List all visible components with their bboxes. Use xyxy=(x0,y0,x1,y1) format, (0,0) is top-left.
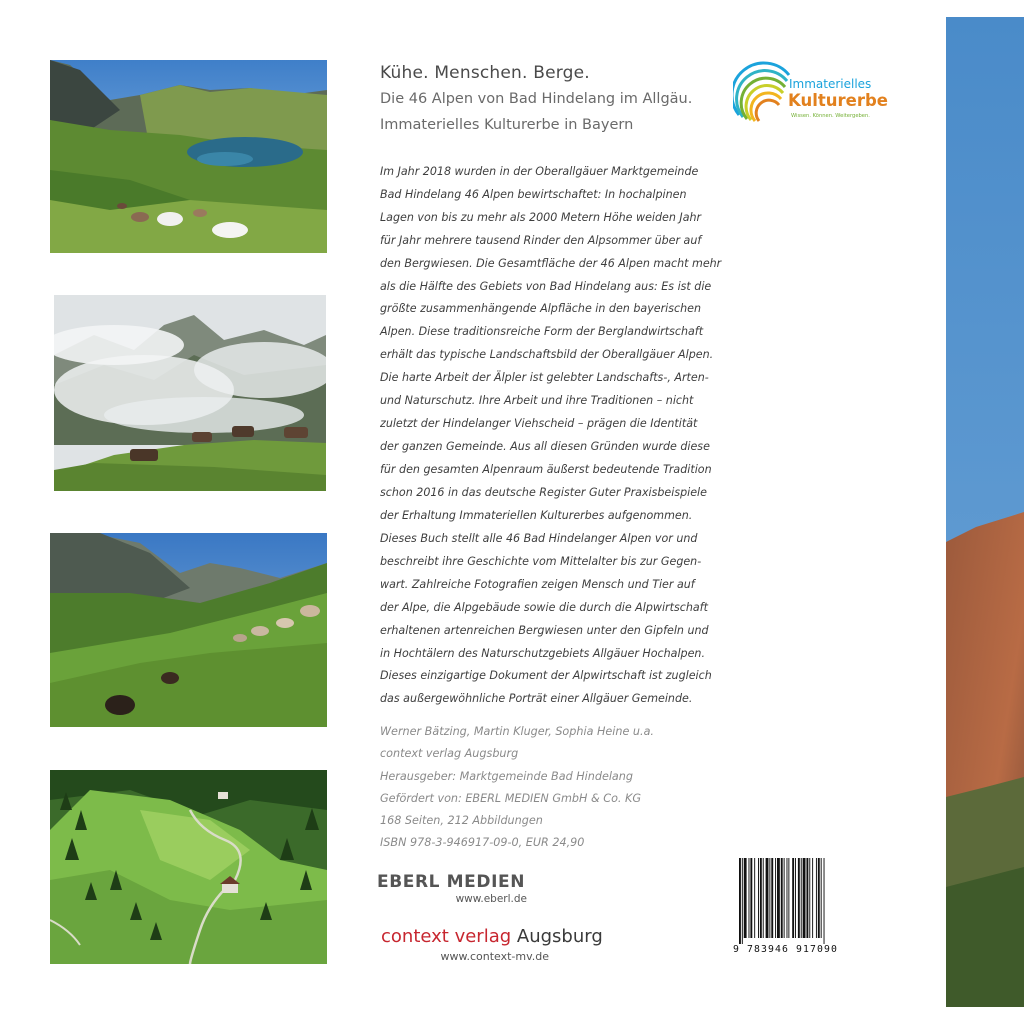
barcode-bar xyxy=(798,858,800,938)
eberl-name: EBERL MEDIEN xyxy=(377,872,526,892)
barcode-bar xyxy=(739,858,741,944)
barcode-bar xyxy=(821,858,822,938)
photo-alpine-lake-cows xyxy=(50,60,327,253)
text-line: für den gesamten Alpenraum äußerst bedeutende Tradition xyxy=(380,462,712,476)
eberl-medien-logo xyxy=(377,872,527,905)
text-line: und Naturschutz. Ihre Arbeit und ihre Traditionen – nicht xyxy=(380,394,694,408)
photo-cows-in-fog xyxy=(54,295,326,491)
photo-cattle-on-slope xyxy=(50,533,327,727)
text-line: den Bergwiesen. Die Gesamtfläche der 46 Alpen macht mehr xyxy=(380,256,722,270)
barcode-bar xyxy=(777,858,780,938)
barcode-bar xyxy=(744,858,747,938)
barcode-bar xyxy=(781,858,783,938)
logo-tagline: Wissen. Können. Weitergeben. xyxy=(791,113,870,119)
barcode-bar xyxy=(754,858,755,938)
book-subtitle-2: Immaterielles Kulturerbe in Bayern xyxy=(380,117,634,133)
credit-editor: Herausgeber: Marktgemeinde Bad Hindelang xyxy=(380,769,633,783)
credit-publisher: context verlag Augsburg xyxy=(380,747,519,761)
book-subtitle: Die 46 Alpen von Bad Hindelang im Allgäu. xyxy=(380,91,693,107)
barcode-bar xyxy=(818,858,820,938)
text-line: Alpen. Diese traditionsreiche Form der Berglandwirtschaft xyxy=(380,325,704,339)
text-line: Im Jahr 2018 wurden in der Oberallgäuer Marktgemeinde xyxy=(380,165,699,178)
logo-line-2: Kulturerbe xyxy=(788,91,888,110)
text-line: Dieses Buch stellt alle 46 Bad Hindelanger Alpen vor und xyxy=(380,532,698,545)
text-line: wart. Zahlreiche Fotografien zeigen Mensch und Tier auf xyxy=(380,577,695,591)
barcode-bar xyxy=(775,858,776,938)
front-cover-edge xyxy=(946,17,1024,1007)
barcode-bar xyxy=(760,858,762,938)
context-url: www.context-mv.de xyxy=(440,950,549,963)
barcode-bar xyxy=(749,858,750,938)
credit-authors: Werner Bätzing, Martin Kluger, Sophia Heine u.a. xyxy=(380,725,654,738)
text-line: Bad Hindelang 46 Alpen bewirtschaftet: In hochalpinen xyxy=(380,187,687,201)
barcode-bar xyxy=(766,858,769,938)
immaterielles-kulturerbe-logo xyxy=(733,57,893,133)
description-paragraph-1 xyxy=(380,161,725,528)
credit-isbn: ISBN 978-3-946917-09-0, EUR 24,90 xyxy=(380,836,585,850)
text-line: der Erhaltung Immateriellen Kulturerbes aufgenommen. xyxy=(380,508,693,522)
credit-pages: 168 Seiten, 212 Abbildungen xyxy=(380,814,543,828)
barcode-bar xyxy=(801,858,802,938)
context-name xyxy=(381,926,601,947)
barcode-bar xyxy=(742,858,743,944)
text-line: Dieses einzigartige Dokument der Alpwirtschaft ist zugleich xyxy=(380,669,712,683)
text-line: der Alpe, die Alpgebäude sowie die durch die Alpwirtschaft xyxy=(380,600,708,614)
text-line: erhaltenen artenreichen Bergwiesen unter den Gipfeln und xyxy=(380,623,709,637)
text-line: beschreibt ihre Geschichte vom Mittelalter bis zur Gegen- xyxy=(380,554,702,568)
barcode-bar xyxy=(771,858,773,938)
barcode-bar xyxy=(784,858,785,938)
eberl-url: www.eberl.de xyxy=(455,893,527,905)
text-line: für Jahr mehrere tausend Rinder den Alpsommer über auf xyxy=(380,233,702,247)
text-line: das außergewöhnliche Porträt einer Allgäuer Gemeinde. xyxy=(380,692,693,706)
context-name-dark: Augsburg xyxy=(511,926,603,947)
barcode-bar xyxy=(758,858,759,938)
barcode-bar xyxy=(812,858,813,938)
credit-sponsor: Gefördert von: EBERL MEDIEN GmbH & Co. KG xyxy=(380,791,642,805)
text-line: in Hochtälern des Naturschutzgebiets Allgäuer Hochalpen. xyxy=(380,646,705,660)
barcode-bar xyxy=(750,858,752,938)
text-line: erhält das typische Landschaftsbild der Oberallgäuer Alpen. xyxy=(380,348,714,362)
barcode-bar xyxy=(788,858,789,938)
logo-line-1: Immaterielles xyxy=(789,77,872,91)
text-line: Lagen von bis zu mehr als 2000 Metern Höhe weiden Jahr xyxy=(380,210,702,224)
barcode-bar xyxy=(816,858,817,938)
photo-alpine-meadow-hut xyxy=(50,770,327,964)
text-line: der ganzen Gemeinde. Aus all diesen Gründen wurde diese xyxy=(380,439,710,453)
context-name-red: context verlag xyxy=(381,926,512,947)
barcode-bar xyxy=(806,858,808,938)
text-line: schon 2016 in das deutsche Register Guter Praxisbeispiele xyxy=(380,485,707,499)
barcode-bar xyxy=(795,858,796,938)
barcode-digits: 9 783946 917090 xyxy=(733,944,838,955)
book-title: Kühe. Menschen. Berge. xyxy=(380,63,590,83)
text-line: Die harte Arbeit der Älpler ist gelebter Landschafts-, Arten- xyxy=(380,371,709,385)
barcode-bar xyxy=(809,858,810,938)
barcode-bar xyxy=(792,858,794,938)
book-title-block xyxy=(380,60,740,138)
barcode-bar xyxy=(763,858,764,938)
barcode-bar xyxy=(824,858,825,944)
barcode-bar xyxy=(769,858,770,938)
description-paragraph-2 xyxy=(380,528,725,711)
book-credits xyxy=(380,721,654,855)
barcode-bar xyxy=(803,858,806,938)
isbn-barcode xyxy=(733,858,857,956)
text-line: zuletzt der Hindelanger Viehscheid – prägen die Identität xyxy=(380,416,698,430)
text-line: als die Hälfte des Gebiets von Bad Hindelang aus: Es ist die xyxy=(380,279,712,293)
context-verlag-logo xyxy=(381,926,601,963)
barcode-bar xyxy=(787,858,788,938)
text-line: größte zusammenhängende Alpfläche in den bayerischen xyxy=(380,302,701,316)
barcode-bars xyxy=(733,858,857,944)
rainbow-arcs-icon xyxy=(733,57,793,133)
